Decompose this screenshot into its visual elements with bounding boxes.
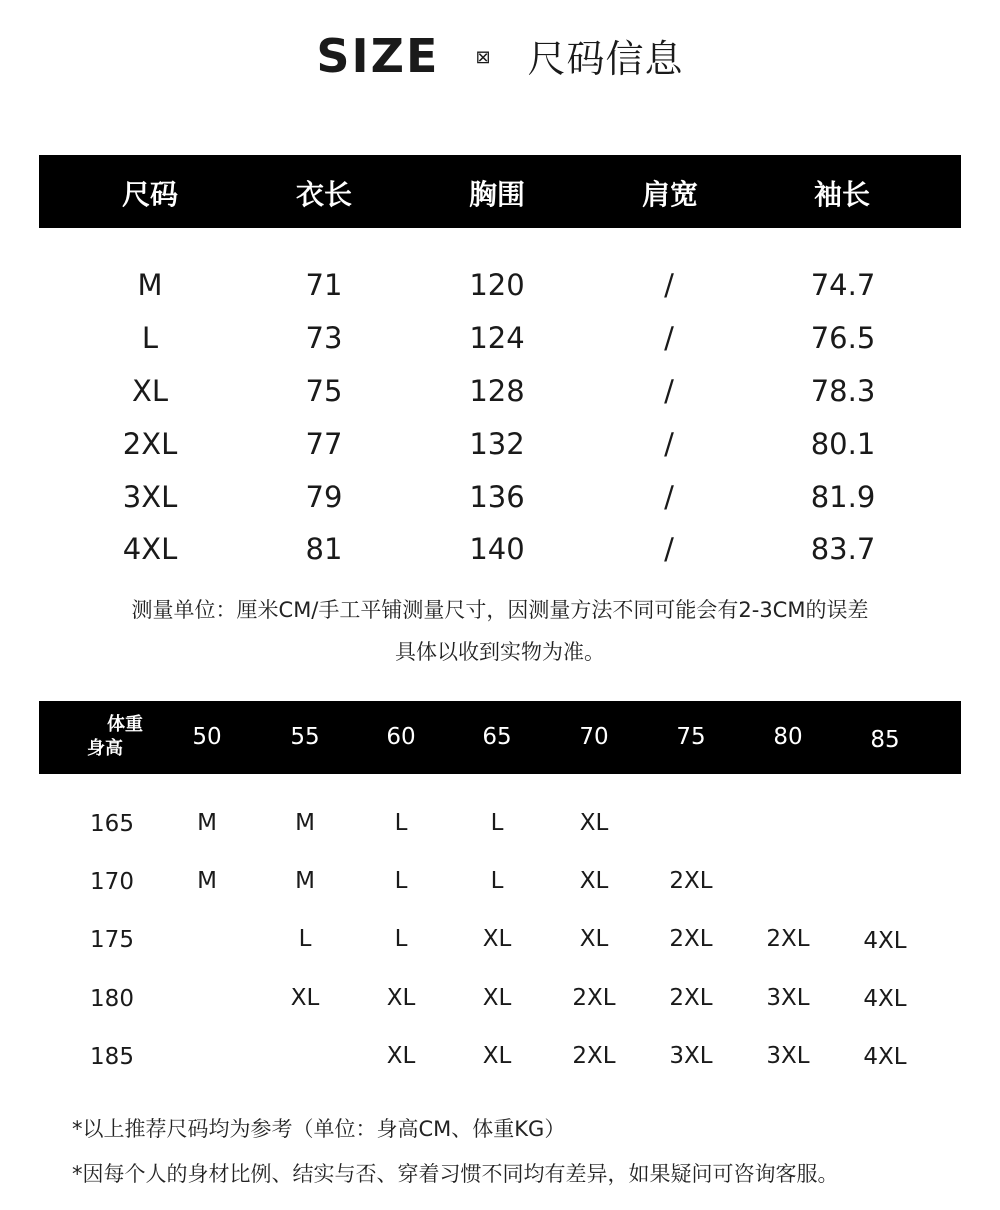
rec-cell: L xyxy=(394,810,408,836)
measurement-note-line2: 具体以收到实物为准。 xyxy=(395,640,605,664)
rec-cell: XL xyxy=(482,926,512,952)
weight-header: 80 xyxy=(773,724,803,750)
rec-cell: 3XL xyxy=(669,1043,713,1069)
size-cell: 3XL xyxy=(122,480,178,514)
header-length: 衣长 xyxy=(295,178,352,211)
shoulder-cell: / xyxy=(664,374,674,408)
sleeve-cell: 74.7 xyxy=(810,268,876,302)
sleeve-cell: 78.3 xyxy=(810,374,876,408)
length-cell: 73 xyxy=(305,321,343,355)
rec-cell: L xyxy=(394,868,408,894)
rec-cell: 2XL xyxy=(669,868,713,894)
height-cell: 165 xyxy=(90,811,134,837)
height-cell: 175 xyxy=(90,927,134,953)
rec-cell: 2XL xyxy=(572,1043,616,1069)
title-size: SIZE xyxy=(316,29,440,83)
height-cell: 170 xyxy=(90,869,134,895)
corner-height-label: 身高 xyxy=(87,738,123,759)
chest-cell: 124 xyxy=(469,321,525,355)
weight-header: 65 xyxy=(482,724,512,750)
rec-cell: XL xyxy=(579,926,609,952)
recommendation-table-header xyxy=(39,701,961,774)
header-sleeve: 袖长 xyxy=(813,178,870,211)
sleeve-cell: 80.1 xyxy=(810,427,876,461)
rec-cell: 4XL xyxy=(863,1044,907,1070)
rec-cell: XL xyxy=(579,868,609,894)
weight-header: 50 xyxy=(192,724,222,750)
rec-cell: M xyxy=(295,810,315,836)
rec-cell: XL xyxy=(386,1043,416,1069)
shoulder-cell: / xyxy=(664,268,674,302)
length-cell: 77 xyxy=(305,427,343,461)
weight-header: 70 xyxy=(579,724,609,750)
rec-cell: 4XL xyxy=(863,928,907,954)
shoulder-cell: / xyxy=(664,427,674,461)
rec-cell: M xyxy=(197,868,217,894)
shoulder-cell: / xyxy=(664,480,674,514)
chest-cell: 132 xyxy=(469,427,525,461)
rec-cell: M xyxy=(197,810,217,836)
weight-header: 75 xyxy=(676,724,706,750)
rec-cell: XL xyxy=(482,1043,512,1069)
weight-header: 85 xyxy=(870,727,900,753)
footnote-line1: *以上推荐尺码均为参考（单位：身高CM、体重KG） xyxy=(72,1117,566,1141)
shoulder-cell: / xyxy=(664,532,674,566)
chest-cell: 128 xyxy=(469,374,525,408)
measurement-note-line1: 测量单位：厘米CM/手工平铺测量尺寸，因测量方法不同可能会有2-3CM的误差 xyxy=(131,598,869,622)
size-cell: M xyxy=(137,268,163,302)
chest-cell: 140 xyxy=(469,532,525,566)
chest-cell: 120 xyxy=(469,268,525,302)
length-cell: 81 xyxy=(305,532,343,566)
page-title xyxy=(0,28,1000,83)
height-cell: 185 xyxy=(90,1044,134,1070)
title-chinese: 尺码信息 xyxy=(527,37,684,81)
rec-cell: XL xyxy=(290,985,320,1011)
chest-cell: 136 xyxy=(469,480,525,514)
size-cell: 2XL xyxy=(122,427,178,461)
length-cell: 79 xyxy=(305,480,343,514)
size-cell: XL xyxy=(131,374,169,408)
rec-cell: XL xyxy=(482,985,512,1011)
size-table-header xyxy=(39,155,961,228)
footnote-line2: *因每个人的身材比例、结实与否、穿着习惯不同均有差异，如果疑问可咨询客服。 xyxy=(72,1162,839,1186)
rec-cell: 2XL xyxy=(572,985,616,1011)
rec-cell: 2XL xyxy=(669,926,713,952)
rec-cell: L xyxy=(394,926,408,952)
sleeve-cell: 81.9 xyxy=(810,480,876,514)
length-cell: 75 xyxy=(305,374,343,408)
sleeve-cell: 76.5 xyxy=(810,321,876,355)
weight-header: 60 xyxy=(386,724,416,750)
header-size: 尺码 xyxy=(121,178,178,211)
length-cell: 71 xyxy=(305,268,343,302)
corner-header xyxy=(87,713,143,761)
size-cell: L xyxy=(141,321,159,355)
corner-weight-label: 体重 xyxy=(107,714,143,735)
rec-cell: 3XL xyxy=(766,985,810,1011)
height-cell: 180 xyxy=(90,986,134,1012)
rec-cell: 4XL xyxy=(863,986,907,1012)
rec-cell: XL xyxy=(579,810,609,836)
rec-cell: XL xyxy=(386,985,416,1011)
rec-cell: 2XL xyxy=(669,985,713,1011)
size-cell: 4XL xyxy=(122,532,178,566)
sleeve-cell: 83.7 xyxy=(810,532,876,566)
rec-cell: L xyxy=(490,868,504,894)
rec-cell: L xyxy=(490,810,504,836)
title-separator-icon: ⊠ xyxy=(475,46,492,68)
shoulder-cell: / xyxy=(664,321,674,355)
header-shoulder: 肩宽 xyxy=(641,178,698,211)
rec-cell: L xyxy=(298,926,312,952)
rec-cell: 3XL xyxy=(766,1043,810,1069)
rec-cell: M xyxy=(295,868,315,894)
weight-header: 55 xyxy=(290,724,320,750)
header-chest: 胸围 xyxy=(468,178,525,211)
rec-cell: 2XL xyxy=(766,926,810,952)
